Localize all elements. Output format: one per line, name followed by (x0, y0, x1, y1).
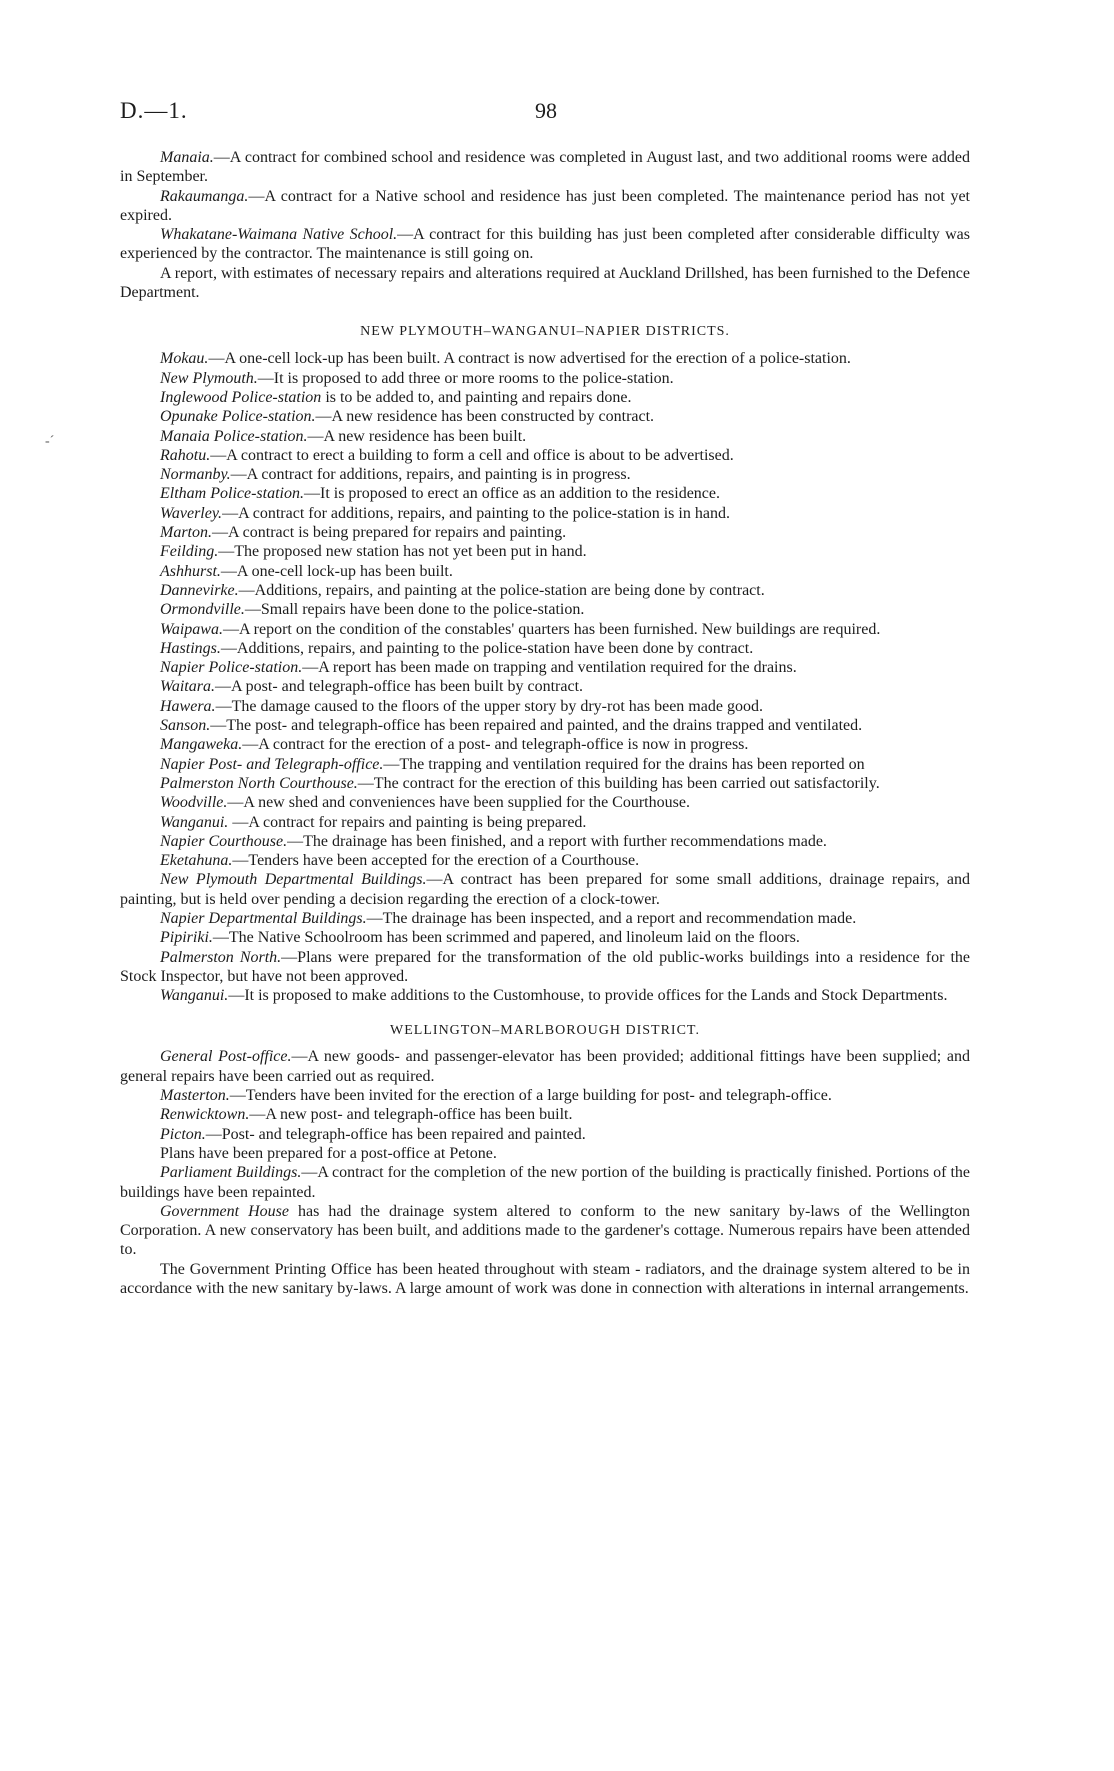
paragraph (120, 716, 970, 735)
paragraph (120, 523, 970, 542)
page-number: 98 (535, 98, 557, 123)
paragraph-lead: General Post-office. (160, 1048, 292, 1066)
paragraph-lead: New Plymouth Departmental Buildings. (160, 871, 427, 889)
paragraph (120, 1125, 970, 1144)
paragraph (120, 620, 970, 639)
paragraph-lead: Rakaumanga. (160, 187, 249, 205)
paragraph-text: —A new shed and conveniences have been supplied for the Courthouse. (227, 794, 690, 812)
paragraph-text: —A contract to erect a building to form a cell and office is about to be advertised. (210, 446, 734, 464)
paragraph (120, 793, 970, 812)
paragraph (120, 639, 970, 658)
paragraph-text: —A contract for additions, repairs, and painting is in progress. (230, 466, 631, 484)
paragraph-lead: Waipawa. (160, 620, 223, 638)
paragraph (120, 264, 970, 303)
paragraph-text: —A one-cell lock-up has been built. A contract is now advertised for the erection of a police-station. (208, 350, 851, 368)
paragraph-text: —The proposed new station has not yet been put in hand. (218, 543, 587, 561)
paragraph-lead: Normanby. (160, 466, 231, 484)
paragraph-lead: Ashhurst. (160, 562, 221, 580)
paragraph-lead: Manaia. (160, 149, 214, 166)
paragraph (120, 407, 970, 426)
paragraph (120, 697, 970, 716)
paragraph-text: —Post- and telegraph-office has been repaired and painted. (205, 1125, 586, 1143)
paragraph-text: —A contract is being prepared for repairs and painting. (212, 524, 567, 542)
margin-mark: -´ (45, 434, 55, 449)
paragraph-text: —A contract for repairs and painting is being prepared. (228, 813, 587, 831)
paragraph-text: —A post- and telegraph-office has been built by contract. (214, 678, 584, 696)
paragraph (120, 1047, 970, 1086)
paragraph (120, 1144, 970, 1163)
paragraph (120, 1202, 970, 1260)
paragraph (120, 1260, 970, 1299)
paragraph-lead: Wanganui. (160, 813, 229, 831)
paragraph-lead: Dannevirke. (160, 581, 239, 599)
paragraph-text: —A contract has been prepared for some small additions, drainage repairs, and painting, but is held over pending a decision regarding the erection of a clock-tower. (120, 871, 970, 908)
paragraph-text: —The trapping and ventilation required for the drains has been reported on (383, 755, 865, 773)
paragraph-lead: Waverley. (160, 504, 223, 522)
paragraph-lead: Mokau. (160, 350, 209, 368)
paragraph-lead: Opunake Police-station. (160, 408, 316, 426)
paragraph-lead: Napier Courthouse. (160, 832, 288, 850)
paragraph-lead: Whakatane-Waimana Native School. (160, 226, 398, 244)
paragraph-text: —A contract for the erection of a post- and telegraph-office is now in progress. (242, 736, 749, 754)
paragraph-text: —It is proposed to make additions to the Customhouse, to provide offices for the Lands and Stock Departments. (228, 987, 948, 1005)
paragraph-lead: Picton. (160, 1125, 206, 1143)
paragraph (120, 187, 970, 226)
paragraph (120, 427, 970, 446)
paragraph-lead: Pipiriki. (160, 929, 213, 947)
paragraph-text: —It is proposed to erect an office as an addition to the residence. (303, 485, 720, 503)
paragraph (120, 774, 970, 793)
paragraph (120, 465, 970, 484)
paragraph-text: —Additions, repairs, and painting to the police-station have been done by contract. (220, 639, 754, 657)
paragraph-lead: Eketahuna. (160, 852, 233, 870)
paragraph-lead: Wanganui. (160, 987, 229, 1005)
paragraph-text: A report, with estimates of necessary repairs and alterations required at Auckland Drillshed, has been furnished to the Defence Department. (120, 264, 970, 302)
paragraph-text: has had the drainage system altered to conform to the new sanitary by-laws of the Wellington Corporation. A new conservatory has been built, and additions made to the gardener's cottage. Numerous repairs have been attended to. (120, 1202, 971, 1259)
paragraph (120, 928, 970, 947)
paragraph-text: —A new residence has been built. (307, 427, 527, 445)
paragraph-text: is to be added to, and painting and repairs done. (321, 388, 632, 406)
paragraph (120, 562, 970, 581)
section-heading-wellington-marlborough: WELLINGTON–MARLBOROUGH DISTRICT. (390, 1023, 700, 1039)
paragraph (120, 851, 970, 870)
paragraph (120, 986, 970, 1005)
paragraph-lead: Palmerston North. (160, 948, 282, 966)
paragraph-lead: Palmerston North Courthouse. (160, 774, 358, 792)
paragraph (120, 948, 970, 987)
paragraph (120, 349, 970, 368)
paragraph-lead: Feilding. (160, 543, 219, 561)
paragraph (120, 1163, 970, 1202)
paragraph-lead: Eltham Police-station. (160, 485, 304, 503)
paragraph-lead: Renwicktown. (160, 1106, 250, 1124)
paragraph-lead: Masterton. (160, 1087, 230, 1105)
paragraph-text: —The drainage has been inspected, and a report and recommendation made. (366, 909, 857, 927)
paragraph-text: —A one-cell lock-up has been built. (220, 562, 453, 580)
paragraph-lead: Marton. (160, 524, 212, 542)
paragraph-text: —A new residence has been constructed by contract. (315, 408, 655, 426)
paragraph (120, 909, 970, 928)
paragraph (120, 484, 970, 503)
document-body (120, 148, 970, 1298)
paragraph-lead: Mangaweka. (160, 736, 243, 754)
paragraph (120, 832, 970, 851)
section-wellington-marlborough (120, 1047, 970, 1298)
paragraph (120, 677, 970, 696)
paragraph (120, 813, 970, 832)
paragraph-lead: Napier Departmental Buildings. (160, 909, 367, 927)
section-heading-new-plymouth-wanganui-napier: NEW PLYMOUTH–WANGANUI–NAPIER DISTRICTS. (360, 324, 730, 340)
paragraph (120, 755, 970, 774)
paragraph-text: —It is proposed to add three or more rooms to the police-station. (257, 369, 674, 387)
paragraph (120, 658, 970, 677)
paragraph (120, 1105, 970, 1124)
paragraph-lead: Government House (160, 1202, 289, 1220)
paragraph-text: —Tenders have been accepted for the erection of a Courthouse. (232, 852, 640, 870)
paragraph-text: —Plans were prepared for the transformation of the old public-works buildings into a residence for the Stock Inspector, but have not been approved. (120, 948, 970, 985)
paragraph-text: The Government Printing Office has been heated throughout with steam - radiators, and the drainage system altered to be in accordance with the new sanitary by-laws. A large amount of work was done in connection with alterations in internal arrangements. (120, 1260, 970, 1298)
paragraph (120, 870, 970, 909)
paragraph (120, 1086, 970, 1105)
paragraph (120, 600, 970, 619)
paragraph-text: Plans have been prepared for a post-office at Petone. (160, 1144, 497, 1162)
paragraph (120, 369, 970, 388)
paragraph-lead: Parliament Buildings. (160, 1164, 302, 1182)
paragraph-lead: Woodville. (160, 794, 228, 812)
paragraph-text: —A contract for a Native school and residence has just been completed. The maintenance period has not yet expired. (120, 187, 970, 224)
paragraph (120, 388, 970, 407)
paragraph-lead: Inglewood Police-station (160, 388, 322, 406)
paragraph-text: —A contract for the completion of the new portion of the building is practically finished. Portions of the buildings have been repainted. (120, 1164, 971, 1201)
paragraph-lead: Rahotu. (160, 446, 211, 464)
paragraph (120, 148, 970, 187)
paragraph-lead: Waitara. (160, 678, 215, 696)
paragraph-text: —Small repairs have been done to the police-station. (244, 601, 585, 619)
paragraph (120, 581, 970, 600)
paragraph-text: —A new goods- and passenger-elevator has been provided; additional fittings have been supplied; and general repairs have been carried out as required. (120, 1048, 970, 1085)
paragraph-text: —A report has been made on trapping and ventilation required for the drains. (302, 659, 797, 677)
paragraph-text: —The post- and telegraph-office has been repaired and painted, and the drains trapped and ventilated. (210, 717, 863, 735)
paragraph-text: —Additions, repairs, and painting at the police-station are being done by contract. (238, 581, 765, 599)
paragraph-lead: Sanson. (160, 717, 211, 735)
paragraph-text: —A contract for additions, repairs, and painting to the police-station is in hand. (222, 504, 730, 522)
paragraph-lead: Hastings. (160, 639, 221, 657)
paragraph-lead: Ormondville. (160, 601, 245, 619)
page-header (120, 98, 990, 128)
paragraph-text: —A new post- and telegraph-office has been built. (249, 1106, 573, 1124)
paragraph-text: —The Native Schoolroom has been scrimmed and papered, and linoleum laid on the floors. (212, 929, 800, 947)
paragraph-text: —The contract for the erection of this building has been carried out satisfactorily. (357, 774, 880, 792)
paragraph (120, 735, 970, 754)
paragraph-lead: Napier Police-station. (160, 659, 303, 677)
section-new-plymouth-wanganui-napier (120, 349, 970, 1005)
paragraph-text: —The damage caused to the floors of the upper story by dry-rot has been made good. (215, 697, 763, 715)
paragraph-lead: New Plymouth. (160, 369, 258, 387)
paragraph (120, 542, 970, 561)
paragraph-lead: Hawera. (160, 697, 216, 715)
paragraph-lead: Manaia Police-station. (160, 427, 308, 445)
paragraph-lead: Napier Post- and Telegraph-office. (160, 755, 384, 773)
paragraph-text: —The drainage has been finished, and a report with further recommendations made. (287, 832, 827, 850)
paragraph-text: —A contract for combined school and residence was completed in August last, and two additional rooms were added in September. (120, 149, 970, 186)
paragraph (120, 225, 970, 264)
paragraph-text: —A report on the condition of the constables' quarters has been furnished. New buildings are required. (222, 620, 881, 638)
paragraph-text: —Tenders have been invited for the erection of a large building for post- and telegraph-office. (229, 1087, 832, 1105)
document-reference: D.—1. (120, 98, 188, 123)
paragraph (120, 504, 970, 523)
paragraph (120, 446, 970, 465)
intro-section (120, 148, 970, 302)
paragraph-text: —A contract for this building has just been completed after considerable difficulty was experienced by the contractor. The maintenance is still going on. (120, 226, 970, 263)
